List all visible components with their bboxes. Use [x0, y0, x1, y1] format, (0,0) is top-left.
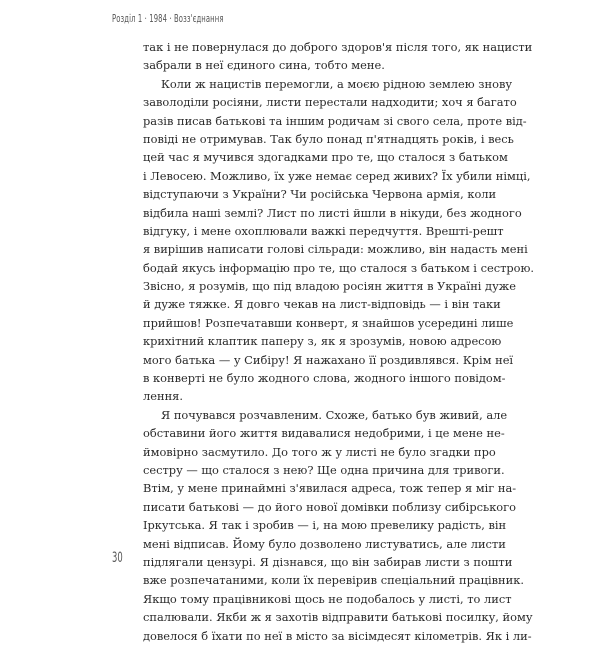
text-line: спалювали. Якби ж я захотів відправити батькові посилку, йому — [143, 610, 533, 625]
text-line: сестру — що сталося з нею? Ще одна причина для тривоги. — [143, 462, 505, 477]
text-line: крихітний клаптик паперу з, як я зрозумів, новою адресою — [143, 334, 502, 349]
text-line: мені відписав. Йому було дозволено листуватись, але листи — [143, 536, 506, 551]
text-line: забрали в неї єдиного сина, тобто мене. — [143, 58, 385, 73]
body-text — [143, 38, 535, 645]
text-line: і Левосею. Можливо, їх уже немає серед живих? Їх убили німці, — [143, 168, 531, 183]
text-line: Звісно, я розумів, що під владою росіян життя в Україні дуже — [143, 279, 516, 294]
text-line: в конверті не було жодного слова, жодного іншого повідом- — [143, 371, 506, 386]
text-line: заволоділи росіяни, листи перестали надходити; хоч я багато — [143, 95, 517, 110]
text-line: вже розпечатаними, коли їх перевірив спеціальний працівник. — [143, 573, 524, 588]
text-line: лення. — [143, 389, 183, 404]
running-head: Розділ 1 · 1984 · Возз'єднання — [112, 12, 224, 25]
text-line: й дуже тяжке. Я довго чекав на лист-відповідь — і він таки — [143, 297, 501, 312]
text-line: обставини його життя видавалися недобрими, і це мене не- — [143, 426, 505, 441]
text-line: бодай якусь інформацію про те, що сталося з батьком і сестрою. — [143, 260, 535, 275]
text-line: цей час я мучився здогадками про те, що сталося з батьком — [143, 150, 508, 165]
text-line: відбила наші землі? Лист по листі йшли в нікуди, без жодного — [143, 205, 522, 220]
text-line: разів писав батькові та іншим родичам зі свого села, проте від- — [143, 113, 527, 128]
text-line: Я почувався розчавленим. Схоже, батько був живий, але — [161, 407, 508, 422]
text-line: писати батькові — до його нової домівки поблизу сибірського — [143, 499, 516, 514]
text-line: Іркутська. Я так і зробив — і, на мою превелику радість, він — [143, 518, 507, 533]
text-line: так і не повернулася до доброго здоров'я після того, як нацисти — [143, 40, 533, 54]
text-line: довелося б їхати по неї в місто за вісімдесят кілометрів. Як і ли- — [143, 628, 532, 643]
text-line: відступаючи з України? Чи російська Червона армія, коли — [143, 187, 497, 202]
text-line: Втім, у мене принаймні з'явилася адреса, тож тепер я міг на- — [143, 481, 517, 496]
text-line: я вирішив написати голові сільради: можливо, він надасть мені — [143, 242, 528, 257]
page-number: 30 — [112, 550, 123, 566]
text-line: мого батька — у Сибіру! Я нажахано її роздивлявся. Крім неї — [143, 352, 514, 367]
text-line: відгуку, і мене охоплювали важкі передчуття. Врешті-решт — [143, 223, 504, 238]
text-line: Якщо тому працівникові щось не подобалось у листі, то лист — [143, 591, 512, 606]
text-line: ймовірно засмутило. До того ж у листі не було згадки про — [143, 444, 496, 459]
text-line: повіді не отримував. Так було понад п'ятнадцять років, і весь — [143, 131, 514, 146]
text-line: прийшов! Розпечатавши конверт, я знайшов усередині лише — [143, 315, 514, 330]
text-line: підлягали цензурі. Я дізнався, що він забирав листи з пошти — [143, 554, 513, 569]
text-line: Коли ж нацистів перемогли, а моєю рідною землею знову — [161, 76, 513, 91]
